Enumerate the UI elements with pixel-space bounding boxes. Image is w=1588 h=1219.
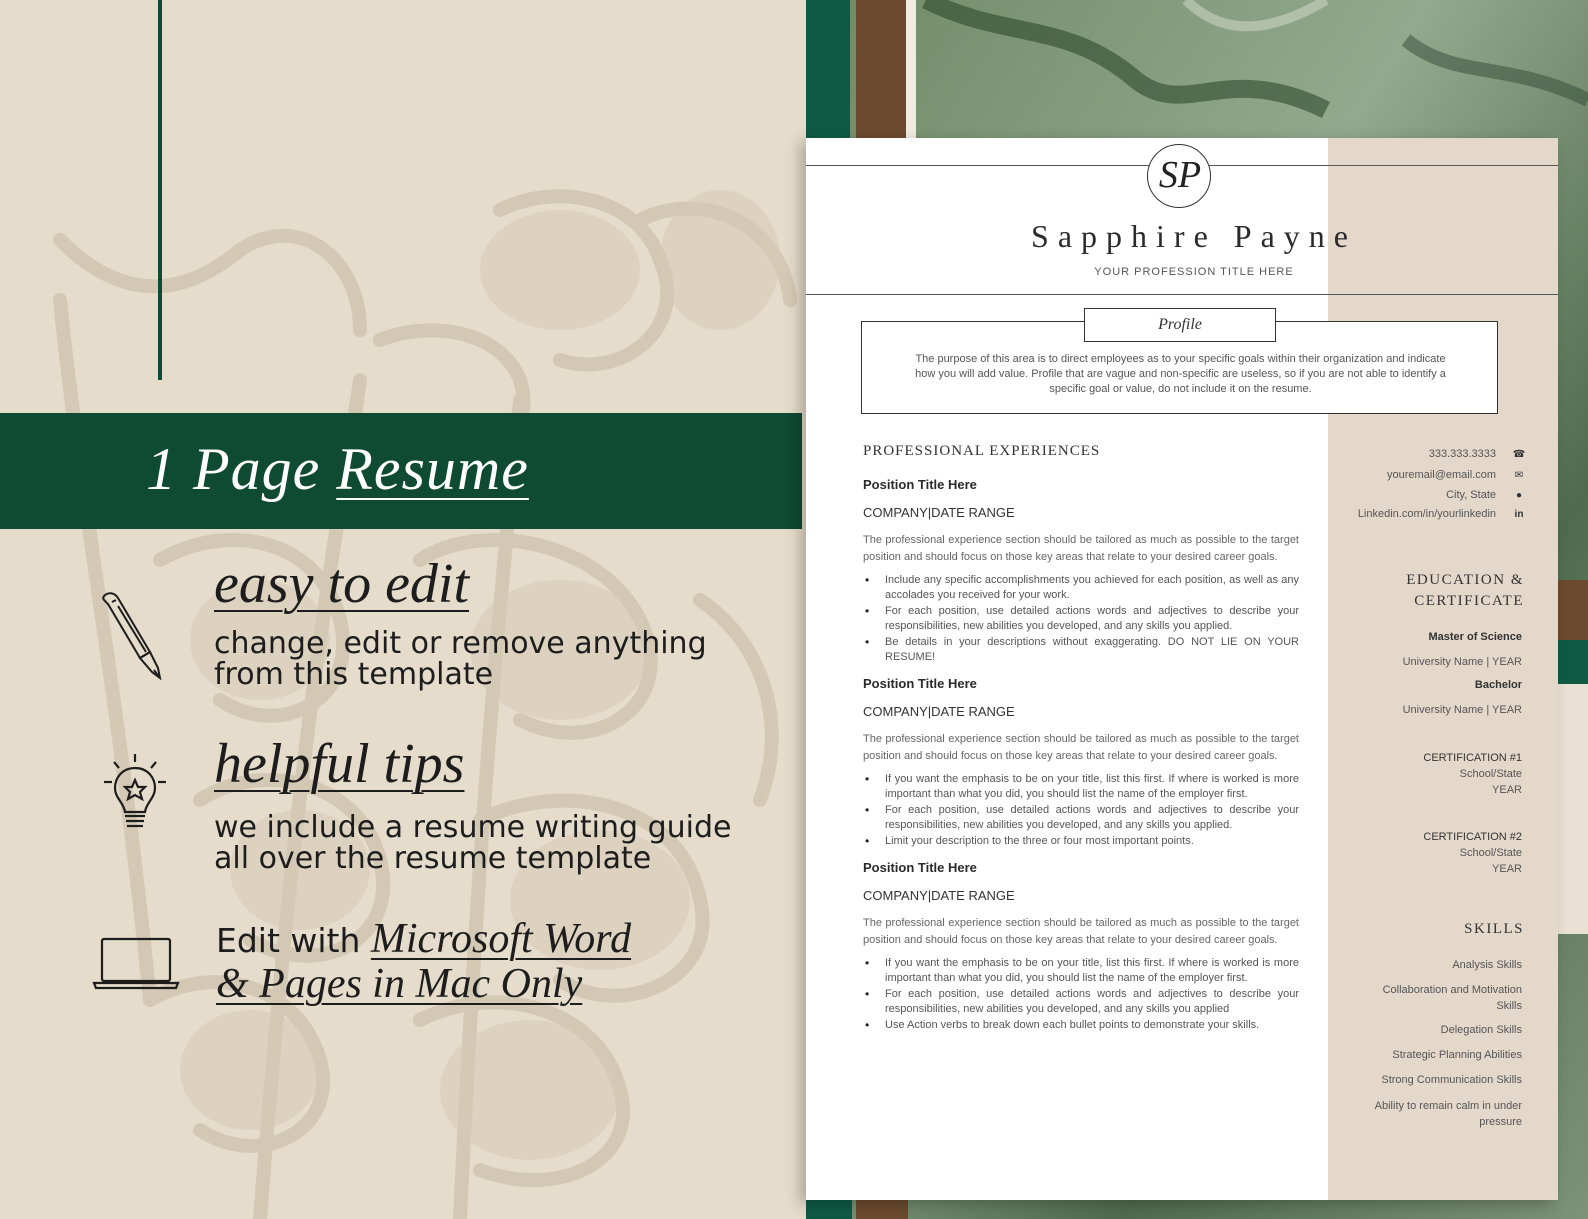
candidate-name: Sapphire Payne: [1031, 218, 1357, 254]
app-pages-mac: & Pages in Mac Only: [216, 961, 583, 1007]
profile-label: Profile: [1084, 308, 1276, 342]
job-bullet: • Limit your description to the three or four most important points.: [863, 834, 1299, 849]
contact-email: [1387, 469, 1528, 481]
envelope-icon: ✉: [1514, 470, 1524, 481]
job-company: COMPANY|DATE RANGE: [863, 505, 1015, 520]
contact-text: Linkedin.com/in/yourlinkedin: [1357, 508, 1496, 520]
heading-line: CERTIFICATE: [1414, 593, 1524, 609]
feature-desc-line: we include a resume writing guide: [214, 810, 732, 845]
vertical-accent-line: [158, 0, 162, 380]
phone-icon: ☎: [1512, 449, 1526, 460]
certification-year: YEAR: [1492, 863, 1522, 875]
feature-desc-line: all over the resume template: [214, 841, 652, 876]
job-description: The professional experience section should be tailored as much as possible to the target position and should focus on those key areas that relate to your desired career goals.: [863, 733, 1299, 762]
location-pin-icon: ●: [1515, 490, 1523, 501]
contact-text: City, State: [1446, 489, 1496, 501]
skill-item: Strong Communication Skills: [1381, 1074, 1522, 1086]
skills-heading: SKILLS: [1464, 921, 1524, 937]
green-strip-right: [1558, 640, 1588, 684]
feature-edit-with-line2: [216, 960, 582, 1008]
linkedin-icon: in: [1514, 509, 1524, 520]
certification-entry: [1423, 750, 1522, 798]
job-bullet: • Use Action verbs to break down each bullet points to demonstrate your skills.: [863, 1018, 1299, 1033]
degree-school: University Name | YEAR: [1402, 704, 1522, 716]
feature-title-helpful-tips: helpful tips: [214, 733, 465, 795]
job-company: COMPANY|DATE RANGE: [863, 704, 1015, 719]
job-bullet: • For each position, use detailed actions words and adjectives to describe your responsibilities, new abilities you developed, and any skills you applied: [863, 987, 1299, 1017]
job-bullets: [863, 956, 1299, 1033]
skill-item: Ability to remain calm in under pressure: [1374, 1100, 1522, 1128]
skill-item: Delegation Skills: [1440, 1024, 1522, 1036]
feature-desc-line: change, edit or remove anything: [214, 626, 707, 661]
edit-with-label: Edit with: [216, 921, 371, 960]
feature-desc-helpful-tips: [214, 812, 731, 874]
feature-desc-easy-to-edit: [214, 628, 707, 690]
certification-name: CERTIFICATION #1: [1423, 752, 1522, 764]
fountain-pen-icon: [98, 590, 170, 682]
certification-year: YEAR: [1492, 784, 1522, 796]
job-bullets: [863, 772, 1299, 849]
contact-linkedin: [1358, 508, 1528, 520]
skill-item: Collaboration and Motivation Skills: [1382, 984, 1522, 1012]
cream-strip: [906, 0, 916, 138]
contact-phone: [1429, 448, 1528, 460]
education-heading: [1406, 570, 1524, 612]
brown-strip-bottom: [856, 1200, 908, 1219]
experience-heading: PROFESSIONAL EXPERIENCES: [863, 443, 1101, 459]
monogram-initials: SP: [1158, 154, 1202, 196]
job-title: Position Title Here: [863, 676, 977, 691]
degree-name: Master of Science: [1428, 631, 1522, 643]
job-company: COMPANY|DATE RANGE: [863, 888, 1015, 903]
job-bullet: • Be details in your descriptions without exaggerating. DO NOT LIE ON YOUR RESUME!: [863, 635, 1299, 665]
profession-title: YOUR PROFESSION TITLE HERE: [1094, 266, 1294, 278]
job-bullet: • If you want the emphasis to be on your title, list this first. If where is worked is more important than what you did, you should list the name of the employer first.: [863, 956, 1299, 986]
brown-strip-right: [1558, 580, 1588, 640]
monogram-logo: [1147, 144, 1211, 208]
contact-text: youremail@email.com: [1387, 469, 1496, 481]
feature-edit-with: [216, 915, 631, 963]
resume-page: [806, 138, 1558, 1200]
profile-text: The purpose of this area is to direct employees as to your specific goals within their organization and indicate how you will add value. Profile that are vague and non-specific are useless, so if you are not able to identify a specific goal or value, do not include it on the resume.: [915, 353, 1446, 395]
heading-line: EDUCATION &: [1406, 572, 1524, 588]
job-description: The professional experience section should be tailored as much as possible to the target position and should focus on those key areas that relate to your desired career goals.: [863, 917, 1299, 946]
job-entry: [863, 477, 1299, 665]
feature-desc-line: from this template: [214, 657, 494, 692]
app-microsoft-word: Microsoft Word: [370, 916, 632, 962]
certification-entry: [1423, 829, 1522, 877]
job-title: Position Title Here: [863, 860, 977, 875]
header-rule-bottom: [806, 294, 1558, 295]
skill-item: Analysis Skills: [1452, 959, 1522, 971]
degree-school: University Name | YEAR: [1402, 656, 1522, 668]
degree-name: Bachelor: [1474, 679, 1522, 691]
brown-strip: [856, 0, 908, 138]
laptop-icon: [92, 935, 180, 991]
job-bullet: • For each position, use detailed actions words and adjectives to describe your responsibilities, new abilities you developed, and any skills you applied.: [863, 604, 1299, 634]
title-banner: [0, 413, 802, 529]
job-entry: [863, 860, 1299, 1033]
lightbulb-star-icon: [100, 748, 170, 834]
certification-place: School/State: [1459, 768, 1522, 780]
certification-name: CERTIFICATION #2: [1423, 831, 1522, 843]
cream-strip-right: [1558, 684, 1588, 934]
contact-location: [1446, 489, 1528, 501]
banner-title: 1 Page Resume: [146, 436, 529, 502]
certification-place: School/State: [1459, 847, 1522, 859]
job-description: The professional experience section should be tailored as much as possible to the target position and should focus on those key areas that relate to your desired career goals.: [863, 534, 1299, 563]
skill-item: Strategic Planning Abilities: [1392, 1049, 1522, 1061]
job-bullet: • If you want the emphasis to be on your title, list this first. If where is worked is more important than what you did, you should list the name of the employer first.: [863, 772, 1299, 802]
feature-title-easy-to-edit: easy to edit: [214, 553, 470, 615]
job-title: Position Title Here: [863, 477, 977, 492]
job-entry: [863, 676, 1299, 849]
contact-text: 333.333.3333: [1428, 448, 1496, 460]
job-bullet: • For each position, use detailed actions words and adjectives to describe your responsibilities, new abilities you developed, and any skills you applied.: [863, 803, 1299, 833]
green-strip: [806, 0, 850, 138]
green-strip-bottom: [806, 1200, 852, 1219]
job-bullets: [863, 573, 1299, 665]
job-bullet: • Include any specific accomplishments you achieved for each position, as well as any accolades you received for your work.: [863, 573, 1299, 603]
experience-section: [863, 443, 1299, 1034]
